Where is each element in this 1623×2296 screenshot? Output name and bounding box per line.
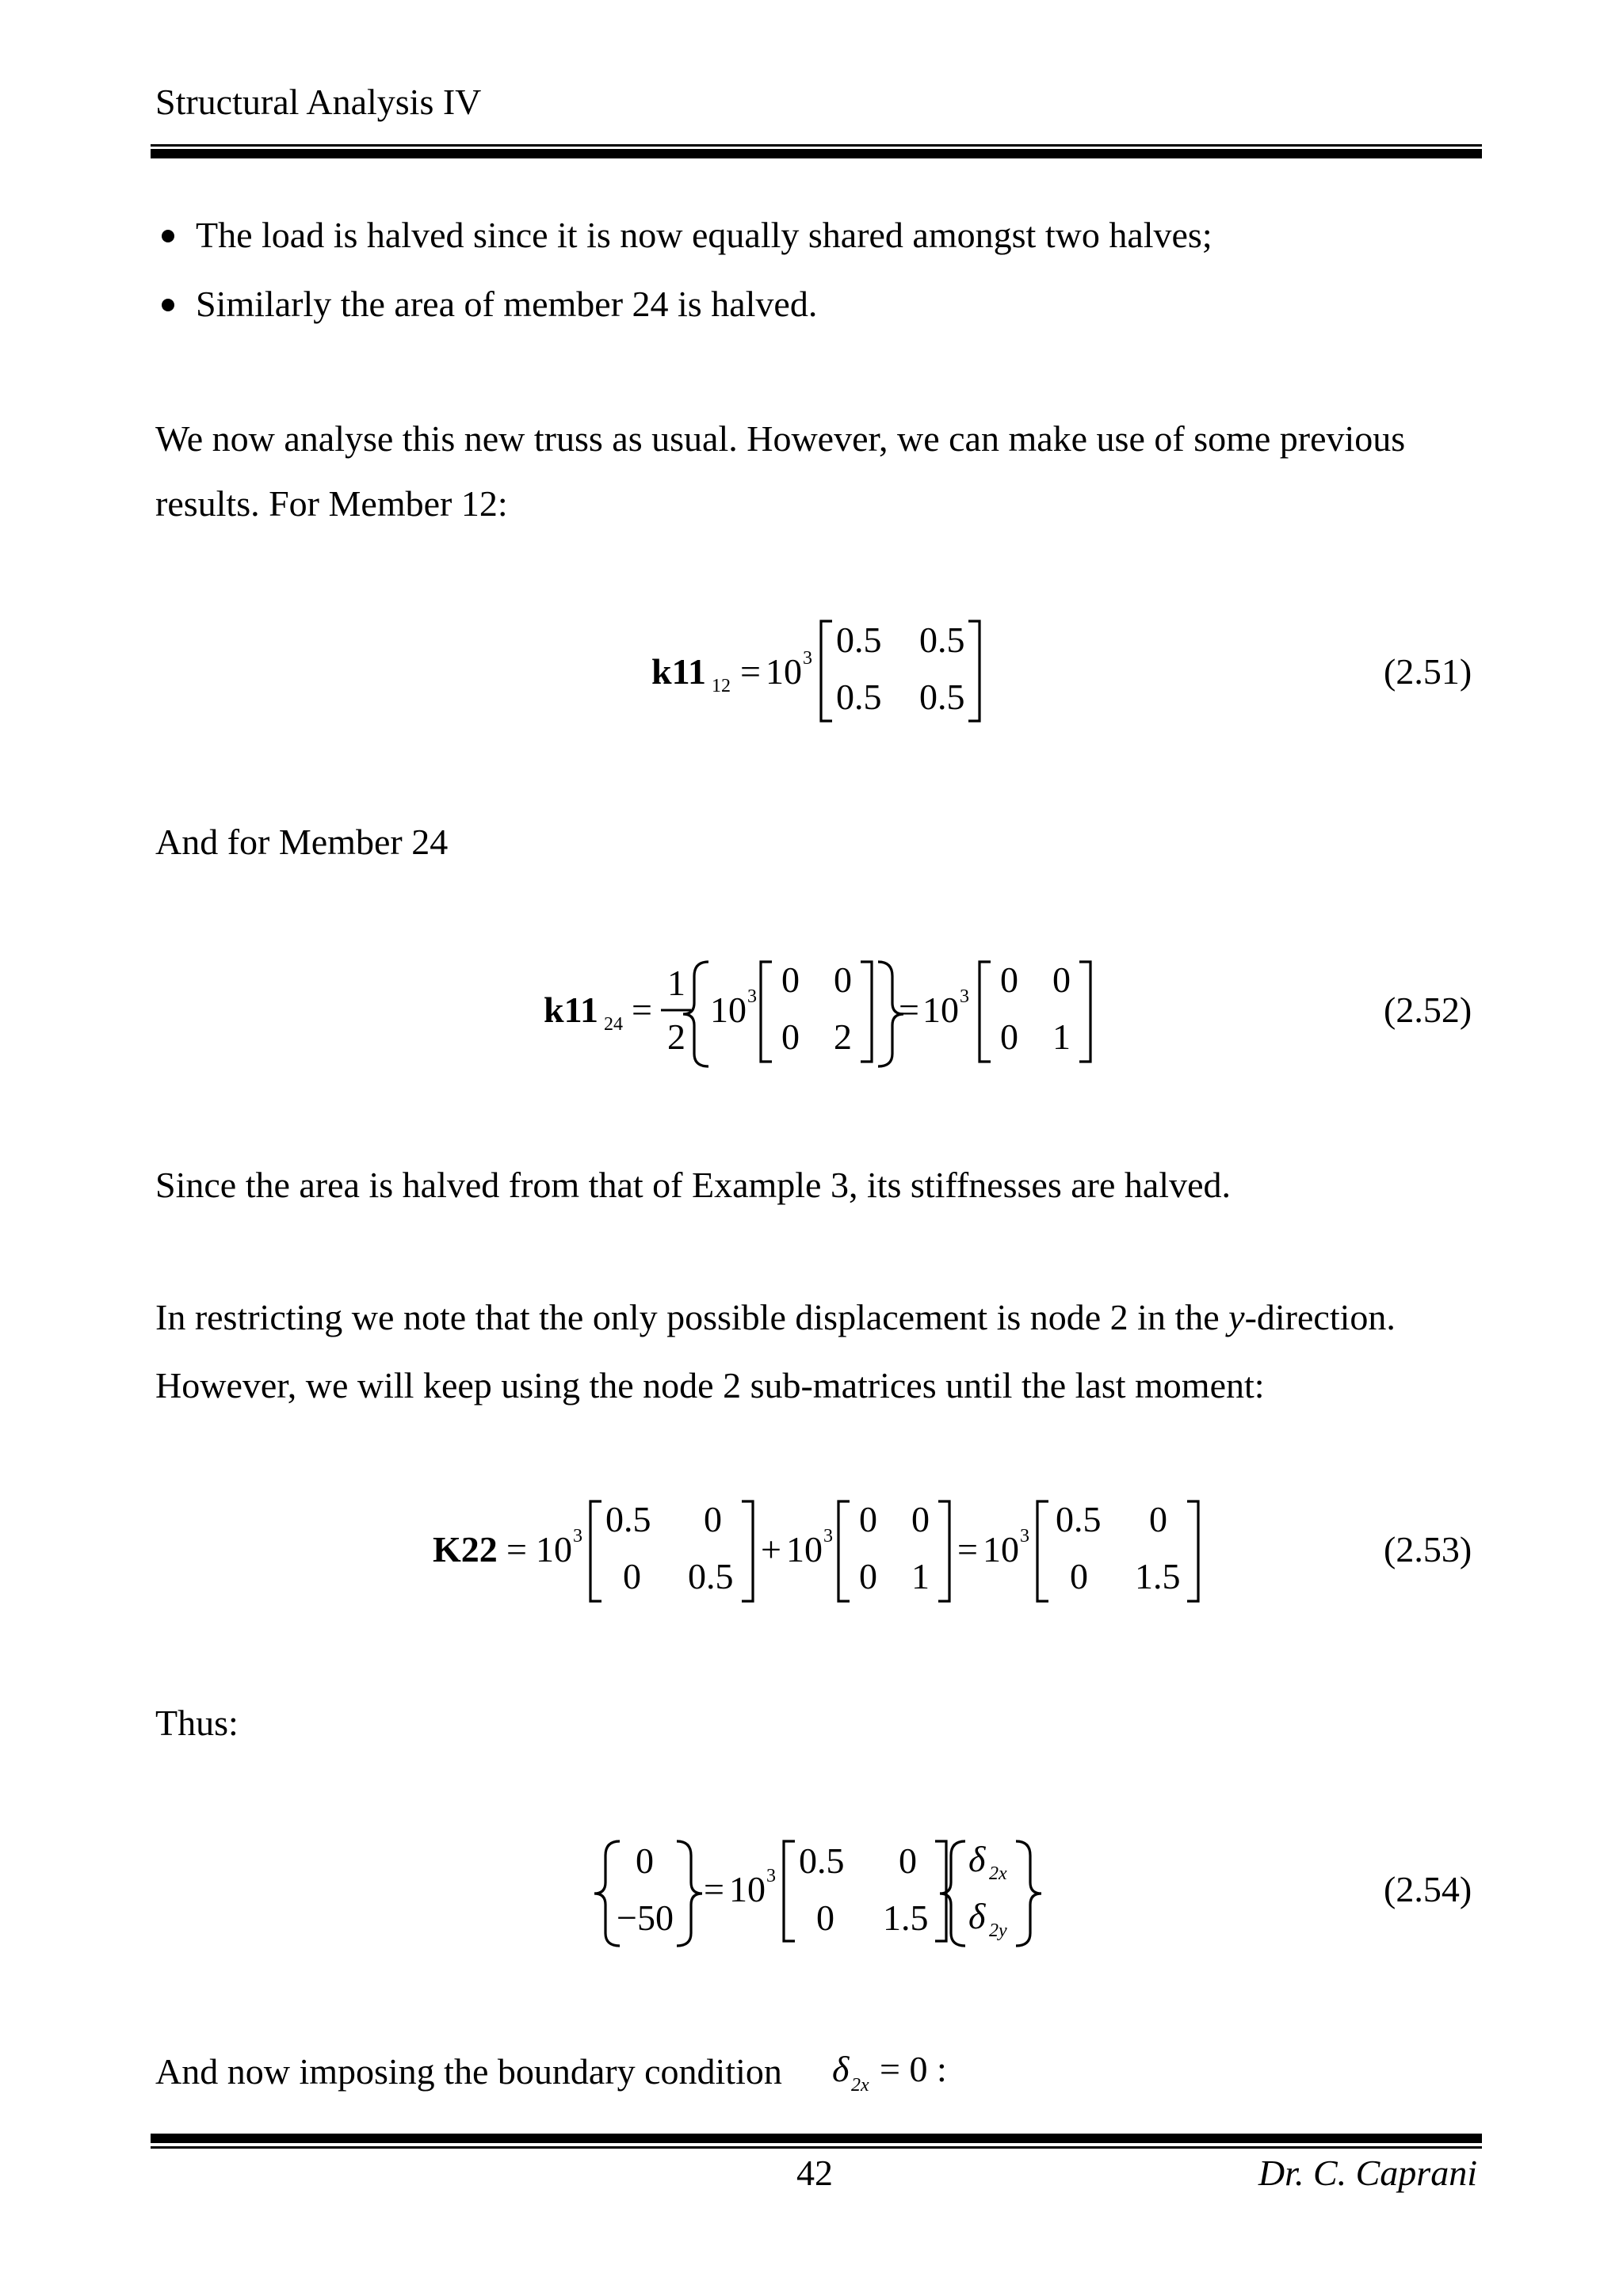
equation-number: (2.52) bbox=[1384, 990, 1472, 1030]
matrix-cell: 0.5 bbox=[919, 677, 965, 717]
eq-factor: 10 bbox=[710, 990, 747, 1030]
matrix-cell: 0.5 bbox=[799, 1840, 845, 1881]
header-rule-thin bbox=[151, 144, 1482, 147]
matrix-right-bracket bbox=[935, 1841, 946, 1941]
italic-variable: y bbox=[1228, 1297, 1245, 1337]
matrix-left-bracket bbox=[980, 962, 991, 1062]
matrix-cell: 0 bbox=[1070, 1556, 1088, 1596]
matrix-cell: 0 bbox=[1000, 1016, 1018, 1057]
frac-denominator: 2 bbox=[667, 1016, 685, 1057]
vector-cell: 0 bbox=[636, 1840, 654, 1881]
matrix-cell: 0.5 bbox=[919, 620, 965, 660]
eq-equals: = bbox=[506, 1529, 527, 1569]
footer-rule-thick bbox=[151, 2134, 1482, 2143]
disp-sub: 2x bbox=[989, 1863, 1007, 1884]
left-brace bbox=[683, 962, 708, 1066]
bullet-marker bbox=[162, 230, 174, 242]
eq-factor: 10 bbox=[786, 1529, 823, 1569]
matrix-left-bracket bbox=[761, 962, 772, 1062]
matrix-left-bracket bbox=[821, 621, 832, 721]
matrix-right-bracket bbox=[742, 1501, 753, 1601]
body-paragraph: And now imposing the boundary condition bbox=[155, 2051, 782, 2092]
matrix-cell: 0 bbox=[781, 1016, 800, 1057]
body-paragraph: And for Member 24 bbox=[155, 822, 449, 862]
matrix-cell: 0 bbox=[834, 959, 852, 1000]
matrix-cell: 1.5 bbox=[1135, 1556, 1181, 1596]
eq-factor-exp: 3 bbox=[573, 1526, 582, 1547]
eq-equals: = bbox=[899, 990, 919, 1030]
disp-symbol: δ bbox=[968, 1839, 986, 1879]
header-rule-thick bbox=[151, 149, 1482, 158]
eq-lhs: k11 bbox=[544, 990, 599, 1030]
body-paragraph: Thus: bbox=[155, 1703, 239, 1743]
matrix-cell: 1 bbox=[1052, 1016, 1071, 1057]
disp-sub: 2y bbox=[989, 1920, 1007, 1941]
equation-number: (2.53) bbox=[1384, 1529, 1472, 1569]
eq-factor: 10 bbox=[536, 1529, 572, 1569]
matrix-right-bracket bbox=[1187, 1501, 1198, 1601]
vector-cell: −50 bbox=[617, 1897, 674, 1938]
body-paragraph: Since the area is halved from that of Example 3, its stiffnesses are halved. bbox=[155, 1165, 1231, 1205]
right-brace bbox=[1016, 1841, 1041, 1946]
eq-lhs: k11 bbox=[651, 651, 707, 692]
matrix-cell: 0 bbox=[816, 1897, 834, 1938]
page-number: 42 bbox=[796, 2153, 833, 2193]
matrix-left-bracket bbox=[590, 1501, 601, 1601]
matrix-cell: 0 bbox=[911, 1499, 930, 1539]
left-brace bbox=[594, 1841, 620, 1946]
frac-numerator: 1 bbox=[667, 963, 685, 1003]
eq-equals: = bbox=[704, 1869, 724, 1909]
eq-lhs-sub: 12 bbox=[712, 676, 731, 696]
matrix-cell: 0 bbox=[859, 1499, 877, 1539]
matrix-cell: 0 bbox=[1000, 959, 1018, 1000]
bullet-item: The load is halved since it is now equally shared amongst two halves; bbox=[196, 215, 1212, 255]
matrix-cell: 0 bbox=[1149, 1499, 1167, 1539]
footer-rule-thin bbox=[151, 2146, 1482, 2149]
body-paragraph: We now analyse this new truss as usual. However, we can make use of some previous bbox=[155, 418, 1406, 459]
matrix-cell: 0 bbox=[1052, 959, 1071, 1000]
matrix-cell: 0 bbox=[859, 1556, 877, 1596]
eq-factor-exp: 3 bbox=[823, 1526, 833, 1547]
eq-factor-exp: 3 bbox=[747, 986, 757, 1007]
matrix-right-bracket bbox=[1079, 962, 1090, 1062]
bc-rhs: = 0 bbox=[880, 2049, 928, 2089]
paragraph-text: -direction. bbox=[1244, 1297, 1396, 1337]
eq-factor: 10 bbox=[922, 990, 959, 1030]
paragraph-text: In restricting we note that the only possible displacement is node 2 in the bbox=[155, 1297, 1229, 1337]
matrix-cell: 0.5 bbox=[836, 620, 882, 660]
right-brace bbox=[677, 1841, 702, 1946]
eq-equals: = bbox=[957, 1529, 978, 1569]
matrix-cell: 0 bbox=[704, 1499, 722, 1539]
equation-number: (2.51) bbox=[1384, 651, 1472, 692]
body-paragraph bbox=[155, 1299, 1396, 1336]
matrix-cell: 0 bbox=[623, 1556, 641, 1596]
eq-equals: = bbox=[632, 990, 652, 1030]
eq-lhs: K22 bbox=[433, 1529, 498, 1569]
right-brace bbox=[878, 962, 903, 1066]
eq-plus: + bbox=[761, 1529, 781, 1569]
matrix-cell: 0 bbox=[899, 1840, 917, 1881]
matrix-right-bracket bbox=[968, 621, 980, 721]
matrix-cell: 1.5 bbox=[883, 1897, 929, 1938]
matrix-cell: 0.5 bbox=[605, 1499, 651, 1539]
matrix-right-bracket bbox=[861, 962, 872, 1062]
footer-author: Dr. C. Caprani bbox=[1258, 2153, 1477, 2193]
page-header-title: Structural Analysis IV bbox=[155, 82, 482, 122]
equation-number: (2.54) bbox=[1384, 1869, 1472, 1909]
bullet-item: Similarly the area of member 24 is halved. bbox=[196, 284, 818, 324]
disp-symbol: δ bbox=[968, 1896, 986, 1936]
eq-factor-exp: 3 bbox=[1020, 1526, 1029, 1547]
matrix-cell: 0.5 bbox=[836, 677, 882, 717]
bc-sub: 2x bbox=[851, 2075, 869, 2096]
matrix-cell: 2 bbox=[834, 1016, 852, 1057]
matrix-left-bracket bbox=[784, 1841, 795, 1941]
eq-factor-exp: 3 bbox=[803, 648, 812, 669]
left-brace bbox=[940, 1841, 965, 1946]
bc-symbol: δ bbox=[832, 2049, 850, 2089]
matrix-left-bracket bbox=[838, 1501, 850, 1601]
matrix-cell: 0.5 bbox=[1056, 1499, 1102, 1539]
eq-equals: = bbox=[740, 651, 761, 692]
bullet-marker bbox=[162, 299, 174, 311]
matrix-right-bracket bbox=[938, 1501, 949, 1601]
body-paragraph: results. For Member 12: bbox=[155, 483, 508, 524]
eq-factor: 10 bbox=[729, 1869, 766, 1909]
body-paragraph: However, we will keep using the node 2 sub-matrices until the last moment: bbox=[155, 1365, 1265, 1405]
eq-lhs-sub: 24 bbox=[604, 1014, 623, 1035]
eq-factor: 10 bbox=[766, 651, 802, 692]
matrix-cell: 1 bbox=[911, 1556, 930, 1596]
eq-factor-exp: 3 bbox=[960, 986, 969, 1007]
eq-factor-exp: 3 bbox=[766, 1866, 776, 1886]
matrix-cell: 0 bbox=[781, 959, 800, 1000]
matrix-left-bracket bbox=[1037, 1501, 1048, 1601]
eq-factor: 10 bbox=[983, 1529, 1019, 1569]
bc-tail: : bbox=[937, 2049, 947, 2089]
matrix-cell: 0.5 bbox=[688, 1556, 734, 1596]
